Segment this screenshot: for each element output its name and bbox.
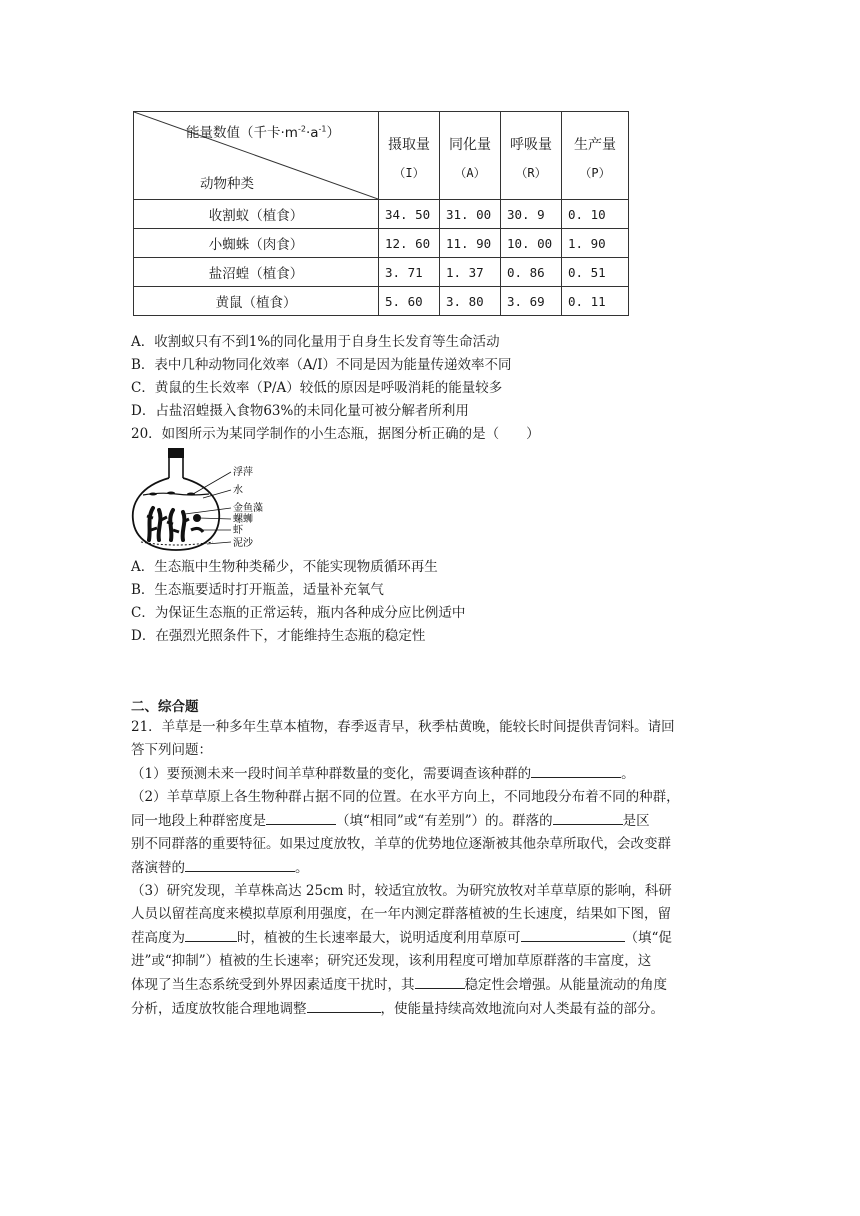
label-hornwort: 金鱼藻	[233, 503, 263, 514]
value-cell: 3. 69	[501, 287, 562, 316]
bottle-body	[133, 478, 219, 550]
q20-option-b: B．生态瓶要适时打开瓶盖，适量补充氧气	[131, 582, 384, 598]
animal-cell: 收割蚁（植食）	[134, 200, 379, 229]
q21-part3-line1: （3）研究发现，羊草株高达 25cm 时，较适宜放牧。为研究放牧对羊草草原的影响，科研	[131, 883, 672, 899]
q19-option-a: A．收割蚁只有不到1%的同化量用于自身生长发育等生命活动	[131, 334, 500, 350]
table-row	[134, 229, 629, 258]
label-shrimp: 虾	[233, 525, 243, 536]
corner-top-label: 能量数值（千卡$\cdot m^{-2}\cdot a^{-1}$）	[186, 124, 340, 141]
q21-part3-line5: 体现了当生态系统受到外界因素适度干扰时，其 稳定性会增强。从能量流动的角度	[131, 973, 731, 997]
column-header: 呼吸量 （R）	[501, 112, 562, 200]
table-row	[134, 258, 629, 287]
animal-cell: 盐沼蝗（植食）	[134, 258, 379, 287]
value-cell: 0. 51	[562, 258, 629, 287]
answer-blank[interactable]	[531, 762, 621, 778]
q21-part3-line2: 人员以留茬高度来模拟草原利用强度，在一年内测定群落植被的生长速度，结果如下图，留	[131, 906, 671, 922]
table-header-row	[134, 112, 629, 200]
value-cell: 1. 37	[440, 258, 501, 287]
q21-stem-line2: 答下列问题：	[131, 742, 212, 758]
section-title: 二、综合题	[131, 699, 199, 715]
value-cell: 5. 60	[379, 287, 440, 316]
value-cell: 0. 11	[562, 287, 629, 316]
value-cell: 3. 80	[440, 287, 501, 316]
animal-cell: 黄鼠（植食）	[134, 287, 379, 316]
value-cell: 1. 90	[562, 229, 629, 258]
answer-blank[interactable]	[185, 856, 295, 872]
label-duckweed: 浮萍	[233, 467, 253, 478]
column-header: 摄取量 （I）	[379, 112, 440, 200]
q19-option-b: B．表中几种动物同化效率（A/I）不同是因为能量传递效率不同	[131, 357, 512, 373]
q20-option-c: C．为保证生态瓶的正常运转，瓶内各种成分应比例适中	[131, 605, 466, 621]
value-cell: 0. 10	[562, 200, 629, 229]
label-water: 水	[233, 485, 243, 496]
value-cell: 10. 00	[501, 229, 562, 258]
q20-stem: 20．如图所示为某同学制作的小生态瓶，据图分析正确的是（ ）	[131, 426, 540, 442]
q21-part2-line1: （2）羊草草原上各生物种群占据不同的位置。在水平方向上，不同地段分布着不同的种群，	[131, 789, 680, 805]
q21-part3-line4: 进”或“抑制”）植被的生长速率；研究还发现，该利用程度可增加草原群落的丰富度，这	[131, 953, 652, 969]
column-header: 生产量 （P）	[562, 112, 629, 200]
answer-blank[interactable]	[553, 809, 623, 825]
q20-option-a: A．生态瓶中生物种类稀少，不能实现物质循环再生	[131, 559, 438, 575]
column-header: 同化量 （A）	[440, 112, 501, 200]
answer-blank[interactable]	[521, 926, 625, 942]
q21-part2-line4: 落演替的 。	[131, 856, 731, 880]
q21-question	[131, 716, 731, 1021]
corner-bottom-label: 动物种类	[200, 176, 254, 192]
table-row	[134, 200, 629, 229]
value-cell: 0. 86	[501, 258, 562, 287]
q20-option-d: D．在强烈光照条件下，才能维持生态瓶的稳定性	[131, 628, 426, 644]
q21-part2-line2: 同一地段上种群密度是 （填“相同”或“有差别”）的。群落的 是区	[131, 809, 731, 833]
value-cell: 12. 60	[379, 229, 440, 258]
value-cell: 3. 71	[379, 258, 440, 287]
q21-part3-line6: 分析，适度放牧能合理地调整 ，使能量持续高效地流向对人类最有益的部分。	[131, 997, 731, 1021]
q21-stem-line1: 21．羊草是一种多年生草本植物，春季返青早，秋季枯黄晚，能较长时间提供青饲料。请回	[131, 719, 675, 735]
label-snail: 螺蛳	[233, 514, 253, 525]
value-cell: 31. 00	[440, 200, 501, 229]
q21-part1: （1）要预测未来一段时间羊草种群数量的变化，需要调查该种群的 。	[131, 762, 731, 786]
eco-bottle-figure	[131, 448, 281, 554]
table-row	[134, 287, 629, 316]
energy-table	[133, 111, 629, 316]
q19-option-d: D．占盐沼蝗摄入食物63%的未同化量可被分解者所利用	[131, 403, 469, 419]
answer-blank[interactable]	[415, 973, 465, 989]
answer-blank[interactable]	[307, 997, 381, 1013]
animal-cell: 小蜘蛛（肉食）	[134, 229, 379, 258]
value-cell: 34. 50	[379, 200, 440, 229]
value-cell: 11. 90	[440, 229, 501, 258]
value-cell: 30. 9	[501, 200, 562, 229]
answer-blank[interactable]	[266, 809, 336, 825]
bottle-stopper	[168, 448, 184, 458]
q21-part3-line3: 茬高度为 时，植被的生长速率最大，说明适度利用草原可 （填“促	[131, 926, 731, 950]
answer-blank[interactable]	[185, 926, 237, 942]
q19-option-c: C．黄鼠的生长效率（P/A）较低的原因是呼吸消耗的能量较多	[131, 380, 503, 396]
label-sand: 泥沙	[233, 538, 253, 549]
table-corner-cell	[134, 112, 379, 200]
q21-part2-line3: 别不同群落的重要特征。如果过度放牧，羊草的优势地位逐渐被其他杂草所取代，会改变群	[131, 836, 671, 852]
